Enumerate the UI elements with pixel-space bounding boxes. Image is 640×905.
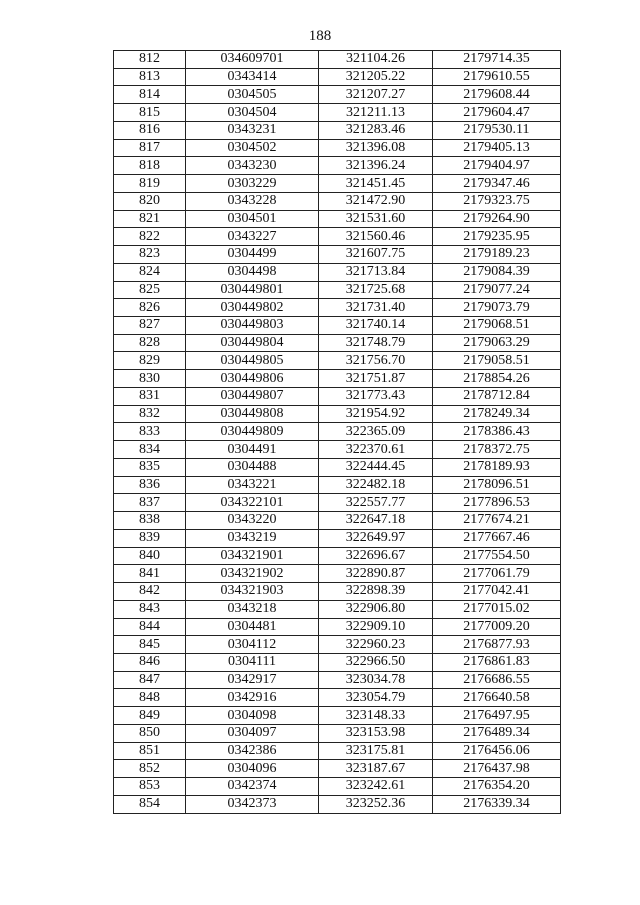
y-coordinate-cell: 2179077.24 bbox=[433, 281, 561, 299]
point-number-cell: 830 bbox=[114, 370, 186, 388]
y-coordinate-cell: 2177009.20 bbox=[433, 618, 561, 636]
table-row bbox=[114, 671, 561, 689]
y-coordinate-cell: 2179714.35 bbox=[433, 51, 561, 69]
point-code-cell: 0342917 bbox=[186, 671, 319, 689]
x-coordinate-cell: 321396.24 bbox=[319, 157, 433, 175]
table-row bbox=[114, 707, 561, 725]
point-code-cell: 0343231 bbox=[186, 121, 319, 139]
table-row bbox=[114, 618, 561, 636]
table-row bbox=[114, 139, 561, 157]
point-code-cell: 030449803 bbox=[186, 317, 319, 335]
table-row bbox=[114, 299, 561, 317]
table-row bbox=[114, 334, 561, 352]
point-number-cell: 836 bbox=[114, 476, 186, 494]
x-coordinate-cell: 321713.84 bbox=[319, 263, 433, 281]
point-number-cell: 852 bbox=[114, 760, 186, 778]
table-row bbox=[114, 583, 561, 601]
y-coordinate-cell: 2176489.34 bbox=[433, 724, 561, 742]
point-code-cell: 0343221 bbox=[186, 476, 319, 494]
y-coordinate-cell: 2176339.34 bbox=[433, 795, 561, 813]
y-coordinate-cell: 2176686.55 bbox=[433, 671, 561, 689]
point-number-cell: 826 bbox=[114, 299, 186, 317]
y-coordinate-cell: 2179404.97 bbox=[433, 157, 561, 175]
table-row bbox=[114, 600, 561, 618]
x-coordinate-cell: 323252.36 bbox=[319, 795, 433, 813]
point-number-cell: 843 bbox=[114, 600, 186, 618]
point-number-cell: 815 bbox=[114, 104, 186, 122]
y-coordinate-cell: 2179405.13 bbox=[433, 139, 561, 157]
y-coordinate-cell: 2176437.98 bbox=[433, 760, 561, 778]
table-row bbox=[114, 476, 561, 494]
page-number: 188 bbox=[308, 28, 332, 44]
point-number-cell: 849 bbox=[114, 707, 186, 725]
point-number-cell: 828 bbox=[114, 334, 186, 352]
table-row bbox=[114, 653, 561, 671]
point-number-cell: 839 bbox=[114, 529, 186, 547]
point-code-cell: 030449806 bbox=[186, 370, 319, 388]
x-coordinate-cell: 321954.92 bbox=[319, 405, 433, 423]
point-code-cell: 030449808 bbox=[186, 405, 319, 423]
point-code-cell: 030449807 bbox=[186, 387, 319, 405]
y-coordinate-cell: 2176456.06 bbox=[433, 742, 561, 760]
y-coordinate-cell: 2179084.39 bbox=[433, 263, 561, 281]
y-coordinate-cell: 2179189.23 bbox=[433, 246, 561, 264]
table-row bbox=[114, 778, 561, 796]
table-row bbox=[114, 281, 561, 299]
x-coordinate-cell: 323034.78 bbox=[319, 671, 433, 689]
table-row bbox=[114, 157, 561, 175]
y-coordinate-cell: 2179058.51 bbox=[433, 352, 561, 370]
point-number-cell: 829 bbox=[114, 352, 186, 370]
y-coordinate-cell: 2178372.75 bbox=[433, 441, 561, 459]
table-row bbox=[114, 760, 561, 778]
x-coordinate-cell: 321725.68 bbox=[319, 281, 433, 299]
point-code-cell: 0343227 bbox=[186, 228, 319, 246]
point-number-cell: 822 bbox=[114, 228, 186, 246]
y-coordinate-cell: 2179235.95 bbox=[433, 228, 561, 246]
x-coordinate-cell: 321104.26 bbox=[319, 51, 433, 69]
table-row bbox=[114, 51, 561, 69]
x-coordinate-cell: 321731.40 bbox=[319, 299, 433, 317]
point-code-cell: 0304502 bbox=[186, 139, 319, 157]
y-coordinate-cell: 2176640.58 bbox=[433, 689, 561, 707]
table-row bbox=[114, 387, 561, 405]
y-coordinate-cell: 2179264.90 bbox=[433, 210, 561, 228]
point-code-cell: 0304112 bbox=[186, 636, 319, 654]
x-coordinate-cell: 321740.14 bbox=[319, 317, 433, 335]
point-code-cell: 0304499 bbox=[186, 246, 319, 264]
x-coordinate-cell: 323175.81 bbox=[319, 742, 433, 760]
y-coordinate-cell: 2178386.43 bbox=[433, 423, 561, 441]
point-code-cell: 030449805 bbox=[186, 352, 319, 370]
point-number-cell: 814 bbox=[114, 86, 186, 104]
x-coordinate-cell: 322696.67 bbox=[319, 547, 433, 565]
point-code-cell: 0304097 bbox=[186, 724, 319, 742]
table-row bbox=[114, 175, 561, 193]
table-row bbox=[114, 210, 561, 228]
point-code-cell: 0342916 bbox=[186, 689, 319, 707]
point-number-cell: 824 bbox=[114, 263, 186, 281]
point-code-cell: 030449802 bbox=[186, 299, 319, 317]
point-number-cell: 812 bbox=[114, 51, 186, 69]
point-number-cell: 840 bbox=[114, 547, 186, 565]
y-coordinate-cell: 2176497.95 bbox=[433, 707, 561, 725]
point-code-cell: 034321902 bbox=[186, 565, 319, 583]
point-number-cell: 818 bbox=[114, 157, 186, 175]
table-row bbox=[114, 68, 561, 86]
point-code-cell: 0343218 bbox=[186, 600, 319, 618]
x-coordinate-cell: 321751.87 bbox=[319, 370, 433, 388]
table-row bbox=[114, 246, 561, 264]
point-number-cell: 823 bbox=[114, 246, 186, 264]
y-coordinate-cell: 2177896.53 bbox=[433, 494, 561, 512]
y-coordinate-cell: 2178189.93 bbox=[433, 458, 561, 476]
x-coordinate-cell: 321560.46 bbox=[319, 228, 433, 246]
table-row bbox=[114, 529, 561, 547]
point-number-cell: 827 bbox=[114, 317, 186, 335]
point-number-cell: 834 bbox=[114, 441, 186, 459]
x-coordinate-cell: 321607.75 bbox=[319, 246, 433, 264]
point-number-cell: 832 bbox=[114, 405, 186, 423]
point-number-cell: 816 bbox=[114, 121, 186, 139]
point-code-cell: 0304505 bbox=[186, 86, 319, 104]
table-row bbox=[114, 228, 561, 246]
y-coordinate-cell: 2176877.93 bbox=[433, 636, 561, 654]
table-row bbox=[114, 724, 561, 742]
point-number-cell: 813 bbox=[114, 68, 186, 86]
y-coordinate-cell: 2177061.79 bbox=[433, 565, 561, 583]
point-code-cell: 0304504 bbox=[186, 104, 319, 122]
y-coordinate-cell: 2179530.11 bbox=[433, 121, 561, 139]
x-coordinate-cell: 321396.08 bbox=[319, 139, 433, 157]
y-coordinate-cell: 2178854.26 bbox=[433, 370, 561, 388]
point-code-cell: 034321901 bbox=[186, 547, 319, 565]
x-coordinate-cell: 322909.10 bbox=[319, 618, 433, 636]
y-coordinate-cell: 2178249.34 bbox=[433, 405, 561, 423]
y-coordinate-cell: 2176861.83 bbox=[433, 653, 561, 671]
table-row bbox=[114, 547, 561, 565]
x-coordinate-cell: 323054.79 bbox=[319, 689, 433, 707]
y-coordinate-cell: 2179347.46 bbox=[433, 175, 561, 193]
table-row bbox=[114, 458, 561, 476]
point-number-cell: 817 bbox=[114, 139, 186, 157]
table-row bbox=[114, 795, 561, 813]
point-code-cell: 0343414 bbox=[186, 68, 319, 86]
y-coordinate-cell: 2179610.55 bbox=[433, 68, 561, 86]
y-coordinate-cell: 2179063.29 bbox=[433, 334, 561, 352]
y-coordinate-cell: 2177667.46 bbox=[433, 529, 561, 547]
coordinates-table bbox=[113, 50, 561, 814]
x-coordinate-cell: 323187.67 bbox=[319, 760, 433, 778]
x-coordinate-cell: 323242.61 bbox=[319, 778, 433, 796]
coordinates-table-body bbox=[114, 51, 561, 814]
table-row bbox=[114, 423, 561, 441]
x-coordinate-cell: 321283.46 bbox=[319, 121, 433, 139]
point-number-cell: 835 bbox=[114, 458, 186, 476]
point-code-cell: 0304096 bbox=[186, 760, 319, 778]
x-coordinate-cell: 322370.61 bbox=[319, 441, 433, 459]
point-code-cell: 0304491 bbox=[186, 441, 319, 459]
y-coordinate-cell: 2179068.51 bbox=[433, 317, 561, 335]
y-coordinate-cell: 2179073.79 bbox=[433, 299, 561, 317]
point-number-cell: 851 bbox=[114, 742, 186, 760]
point-code-cell: 0304098 bbox=[186, 707, 319, 725]
table-row bbox=[114, 263, 561, 281]
point-code-cell: 030449801 bbox=[186, 281, 319, 299]
table-row bbox=[114, 636, 561, 654]
point-number-cell: 821 bbox=[114, 210, 186, 228]
y-coordinate-cell: 2177015.02 bbox=[433, 600, 561, 618]
point-code-cell: 0343220 bbox=[186, 512, 319, 530]
table-row bbox=[114, 565, 561, 583]
table-row bbox=[114, 86, 561, 104]
x-coordinate-cell: 322482.18 bbox=[319, 476, 433, 494]
table-row bbox=[114, 689, 561, 707]
table-row bbox=[114, 317, 561, 335]
y-coordinate-cell: 2178096.51 bbox=[433, 476, 561, 494]
y-coordinate-cell: 2178712.84 bbox=[433, 387, 561, 405]
point-code-cell: 0304111 bbox=[186, 653, 319, 671]
x-coordinate-cell: 321451.45 bbox=[319, 175, 433, 193]
x-coordinate-cell: 321472.90 bbox=[319, 192, 433, 210]
x-coordinate-cell: 322649.97 bbox=[319, 529, 433, 547]
point-number-cell: 838 bbox=[114, 512, 186, 530]
point-code-cell: 030449809 bbox=[186, 423, 319, 441]
table-row bbox=[114, 104, 561, 122]
table-row bbox=[114, 441, 561, 459]
x-coordinate-cell: 321748.79 bbox=[319, 334, 433, 352]
table-row bbox=[114, 512, 561, 530]
point-code-cell: 0304481 bbox=[186, 618, 319, 636]
point-code-cell: 0304488 bbox=[186, 458, 319, 476]
point-code-cell: 034609701 bbox=[186, 51, 319, 69]
x-coordinate-cell: 322960.23 bbox=[319, 636, 433, 654]
table-row bbox=[114, 742, 561, 760]
point-number-cell: 819 bbox=[114, 175, 186, 193]
point-number-cell: 825 bbox=[114, 281, 186, 299]
y-coordinate-cell: 2179604.47 bbox=[433, 104, 561, 122]
x-coordinate-cell: 322898.39 bbox=[319, 583, 433, 601]
point-code-cell: 0342386 bbox=[186, 742, 319, 760]
point-number-cell: 850 bbox=[114, 724, 186, 742]
point-code-cell: 0342374 bbox=[186, 778, 319, 796]
x-coordinate-cell: 322557.77 bbox=[319, 494, 433, 512]
x-coordinate-cell: 321756.70 bbox=[319, 352, 433, 370]
y-coordinate-cell: 2176354.20 bbox=[433, 778, 561, 796]
y-coordinate-cell: 2179608.44 bbox=[433, 86, 561, 104]
x-coordinate-cell: 321205.22 bbox=[319, 68, 433, 86]
point-number-cell: 844 bbox=[114, 618, 186, 636]
x-coordinate-cell: 322647.18 bbox=[319, 512, 433, 530]
point-code-cell: 0304498 bbox=[186, 263, 319, 281]
point-number-cell: 820 bbox=[114, 192, 186, 210]
point-number-cell: 853 bbox=[114, 778, 186, 796]
table-row bbox=[114, 494, 561, 512]
x-coordinate-cell: 321773.43 bbox=[319, 387, 433, 405]
point-number-cell: 854 bbox=[114, 795, 186, 813]
point-code-cell: 034322101 bbox=[186, 494, 319, 512]
table-row bbox=[114, 192, 561, 210]
point-number-cell: 848 bbox=[114, 689, 186, 707]
point-number-cell: 837 bbox=[114, 494, 186, 512]
point-number-cell: 846 bbox=[114, 653, 186, 671]
y-coordinate-cell: 2177554.50 bbox=[433, 547, 561, 565]
table-row bbox=[114, 352, 561, 370]
x-coordinate-cell: 322365.09 bbox=[319, 423, 433, 441]
point-code-cell: 030449804 bbox=[186, 334, 319, 352]
x-coordinate-cell: 323153.98 bbox=[319, 724, 433, 742]
y-coordinate-cell: 2177674.21 bbox=[433, 512, 561, 530]
point-number-cell: 833 bbox=[114, 423, 186, 441]
x-coordinate-cell: 323148.33 bbox=[319, 707, 433, 725]
point-number-cell: 842 bbox=[114, 583, 186, 601]
point-code-cell: 034321903 bbox=[186, 583, 319, 601]
point-code-cell: 0343219 bbox=[186, 529, 319, 547]
point-number-cell: 845 bbox=[114, 636, 186, 654]
x-coordinate-cell: 322966.50 bbox=[319, 653, 433, 671]
x-coordinate-cell: 322890.87 bbox=[319, 565, 433, 583]
table-row bbox=[114, 405, 561, 423]
x-coordinate-cell: 321531.60 bbox=[319, 210, 433, 228]
point-number-cell: 841 bbox=[114, 565, 186, 583]
point-number-cell: 831 bbox=[114, 387, 186, 405]
point-code-cell: 0343230 bbox=[186, 157, 319, 175]
y-coordinate-cell: 2177042.41 bbox=[433, 583, 561, 601]
y-coordinate-cell: 2179323.75 bbox=[433, 192, 561, 210]
x-coordinate-cell: 321207.27 bbox=[319, 86, 433, 104]
x-coordinate-cell: 321211.13 bbox=[319, 104, 433, 122]
table-row bbox=[114, 121, 561, 139]
point-code-cell: 0304501 bbox=[186, 210, 319, 228]
point-code-cell: 0303229 bbox=[186, 175, 319, 193]
point-code-cell: 0343228 bbox=[186, 192, 319, 210]
table-row bbox=[114, 370, 561, 388]
x-coordinate-cell: 322444.45 bbox=[319, 458, 433, 476]
point-number-cell: 847 bbox=[114, 671, 186, 689]
x-coordinate-cell: 322906.80 bbox=[319, 600, 433, 618]
point-code-cell: 0342373 bbox=[186, 795, 319, 813]
